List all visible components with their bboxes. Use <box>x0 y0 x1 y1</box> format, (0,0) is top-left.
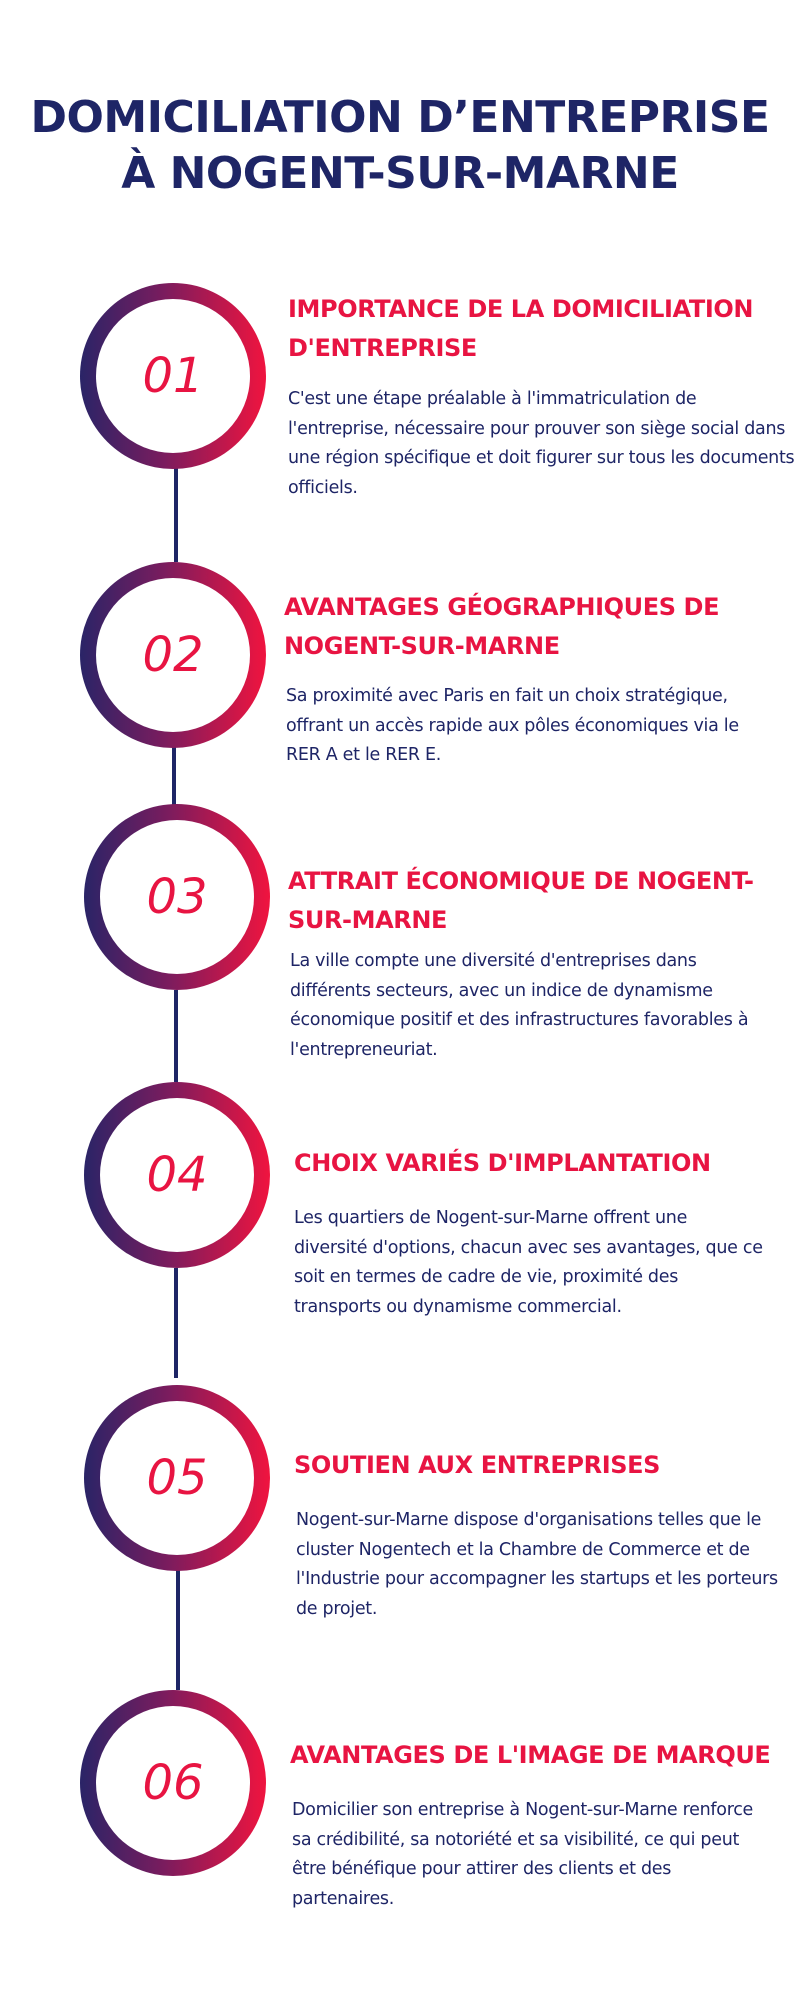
step-02-circle <box>80 562 266 748</box>
step-number: 01 <box>142 348 204 404</box>
step-number: 05 <box>146 1450 208 1506</box>
step-number: 06 <box>142 1755 204 1811</box>
step-03-text: La ville compte une diversité d'entreprises dans différents secteurs, avec un indice de dynamisme économique positif et des infrastructures favorables à l'entrepreneuriat. <box>290 951 749 1060</box>
step-01-circle <box>80 283 266 469</box>
step-02-heading: AVANTAGES GÉOGRAPHIQUES DE NOGENT-SUR-MARNE <box>284 593 720 660</box>
step-01-heading: IMPORTANCE DE LA DOMICILIATION D'ENTREPRISE <box>288 295 754 362</box>
step-03-circle <box>84 804 270 990</box>
connector-line-2-3 <box>172 745 176 807</box>
step-02-text: Sa proximité avec Paris en fait un choix stratégique, offrant un accès rapide aux pôles économiques via le RER A et le RER E. <box>286 686 739 765</box>
title-line-1: DOMICILIATION D’ENTREPRISE <box>30 92 770 143</box>
connector-line-1-2 <box>174 468 178 562</box>
connector-line-3-4 <box>174 990 178 1082</box>
step-number: 03 <box>146 869 208 925</box>
step-05-heading: SOUTIEN AUX ENTREPRISES <box>294 1451 660 1479</box>
title-line-2: À NOGENT-SUR-MARNE <box>121 148 679 199</box>
step-04-heading: CHOIX VARIÉS D'IMPLANTATION <box>294 1149 711 1177</box>
step-number: 04 <box>146 1147 208 1203</box>
step-06-text: Domicilier son entreprise à Nogent-sur-Marne renforce sa crédibilité, sa notoriété et sa visibilité, ce qui peut être bénéfique pour attirer des clients et des partenaires. <box>292 1800 754 1909</box>
connector-line-4-5 <box>174 1268 178 1378</box>
step-04-circle <box>84 1082 270 1268</box>
step-01-text: C'est une étape préalable à l'immatriculation de l'entreprise, nécessaire pour prouver son siège social dans une région spécifique et doit figurer sur tous les documents officiels. <box>288 389 795 498</box>
step-05-circle <box>84 1385 270 1571</box>
step-06-circle <box>80 1690 266 1876</box>
step-06-heading: AVANTAGES DE L'IMAGE DE MARQUE <box>290 1741 771 1769</box>
step-03-heading: ATTRAIT ÉCONOMIQUE DE NOGENT-SUR-MARNE <box>288 867 754 934</box>
step-04-text: Les quartiers de Nogent-sur-Marne offrent une diversité d'options, chacun avec ses avantages, que ce soit en termes de cadre de vie, proximité des transports ou dynamisme commercial. <box>294 1208 763 1317</box>
step-number: 02 <box>142 627 204 683</box>
step-05-text: Nogent-sur-Marne dispose d'organisations telles que le cluster Nogentech et la Chambre de Commerce et de l'Industrie pour accompagner les startups et les porteurs de projet. <box>296 1510 778 1619</box>
connector-line-5-6 <box>176 1568 180 1690</box>
